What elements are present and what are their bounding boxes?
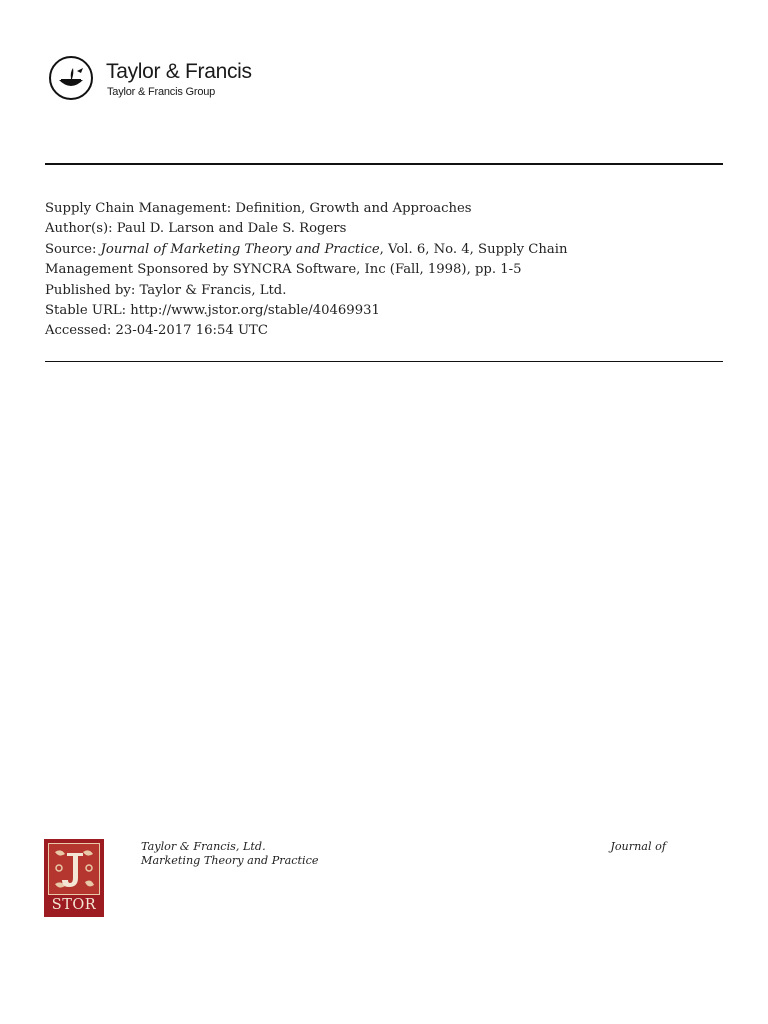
source-line	[45, 240, 725, 260]
lamp-icon	[49, 56, 93, 100]
source-label: Source:	[45, 241, 101, 257]
publisher-name: Taylor & Francis	[106, 60, 252, 83]
publisher-group: Taylor & Francis Group	[107, 86, 216, 98]
jstor-logo-text: STOR	[51, 897, 97, 913]
authors: Author(s): Paul D. Larson and Dale S. Rogers	[45, 221, 347, 237]
source-details: , Vol. 6, No. 4, Supply Chain	[379, 241, 568, 257]
journal-name[interactable]: Journal of Marketing Theory and Practice	[100, 241, 380, 257]
footer-line-1	[141, 840, 666, 853]
citation-block	[45, 199, 725, 342]
footer-publisher: Taylor & Francis, Ltd.	[141, 840, 266, 853]
published-by: Published by: Taylor & Francis, Ltd.	[45, 282, 287, 298]
jstor-j-icon	[48, 843, 100, 895]
footer-journal-part2: Marketing Theory and Practice	[141, 854, 319, 867]
stable-url[interactable]: Stable URL: http://www.jstor.org/stable/40469931	[45, 303, 380, 319]
taylor-francis-logo	[49, 56, 309, 110]
top-divider	[45, 163, 723, 165]
bottom-divider	[45, 361, 723, 362]
footer-journal-part1: Journal of	[610, 840, 666, 853]
jstor-logo	[44, 839, 104, 917]
source-line-2: Management Sponsored by SYNCRA Software, Inc (Fall, 1998), pp. 1-5	[45, 262, 522, 278]
article-title: Supply Chain Management: Definition, Growth and Approaches	[45, 201, 472, 216]
accessed-date: Accessed: 23-04-2017 16:54 UTC	[45, 323, 268, 339]
